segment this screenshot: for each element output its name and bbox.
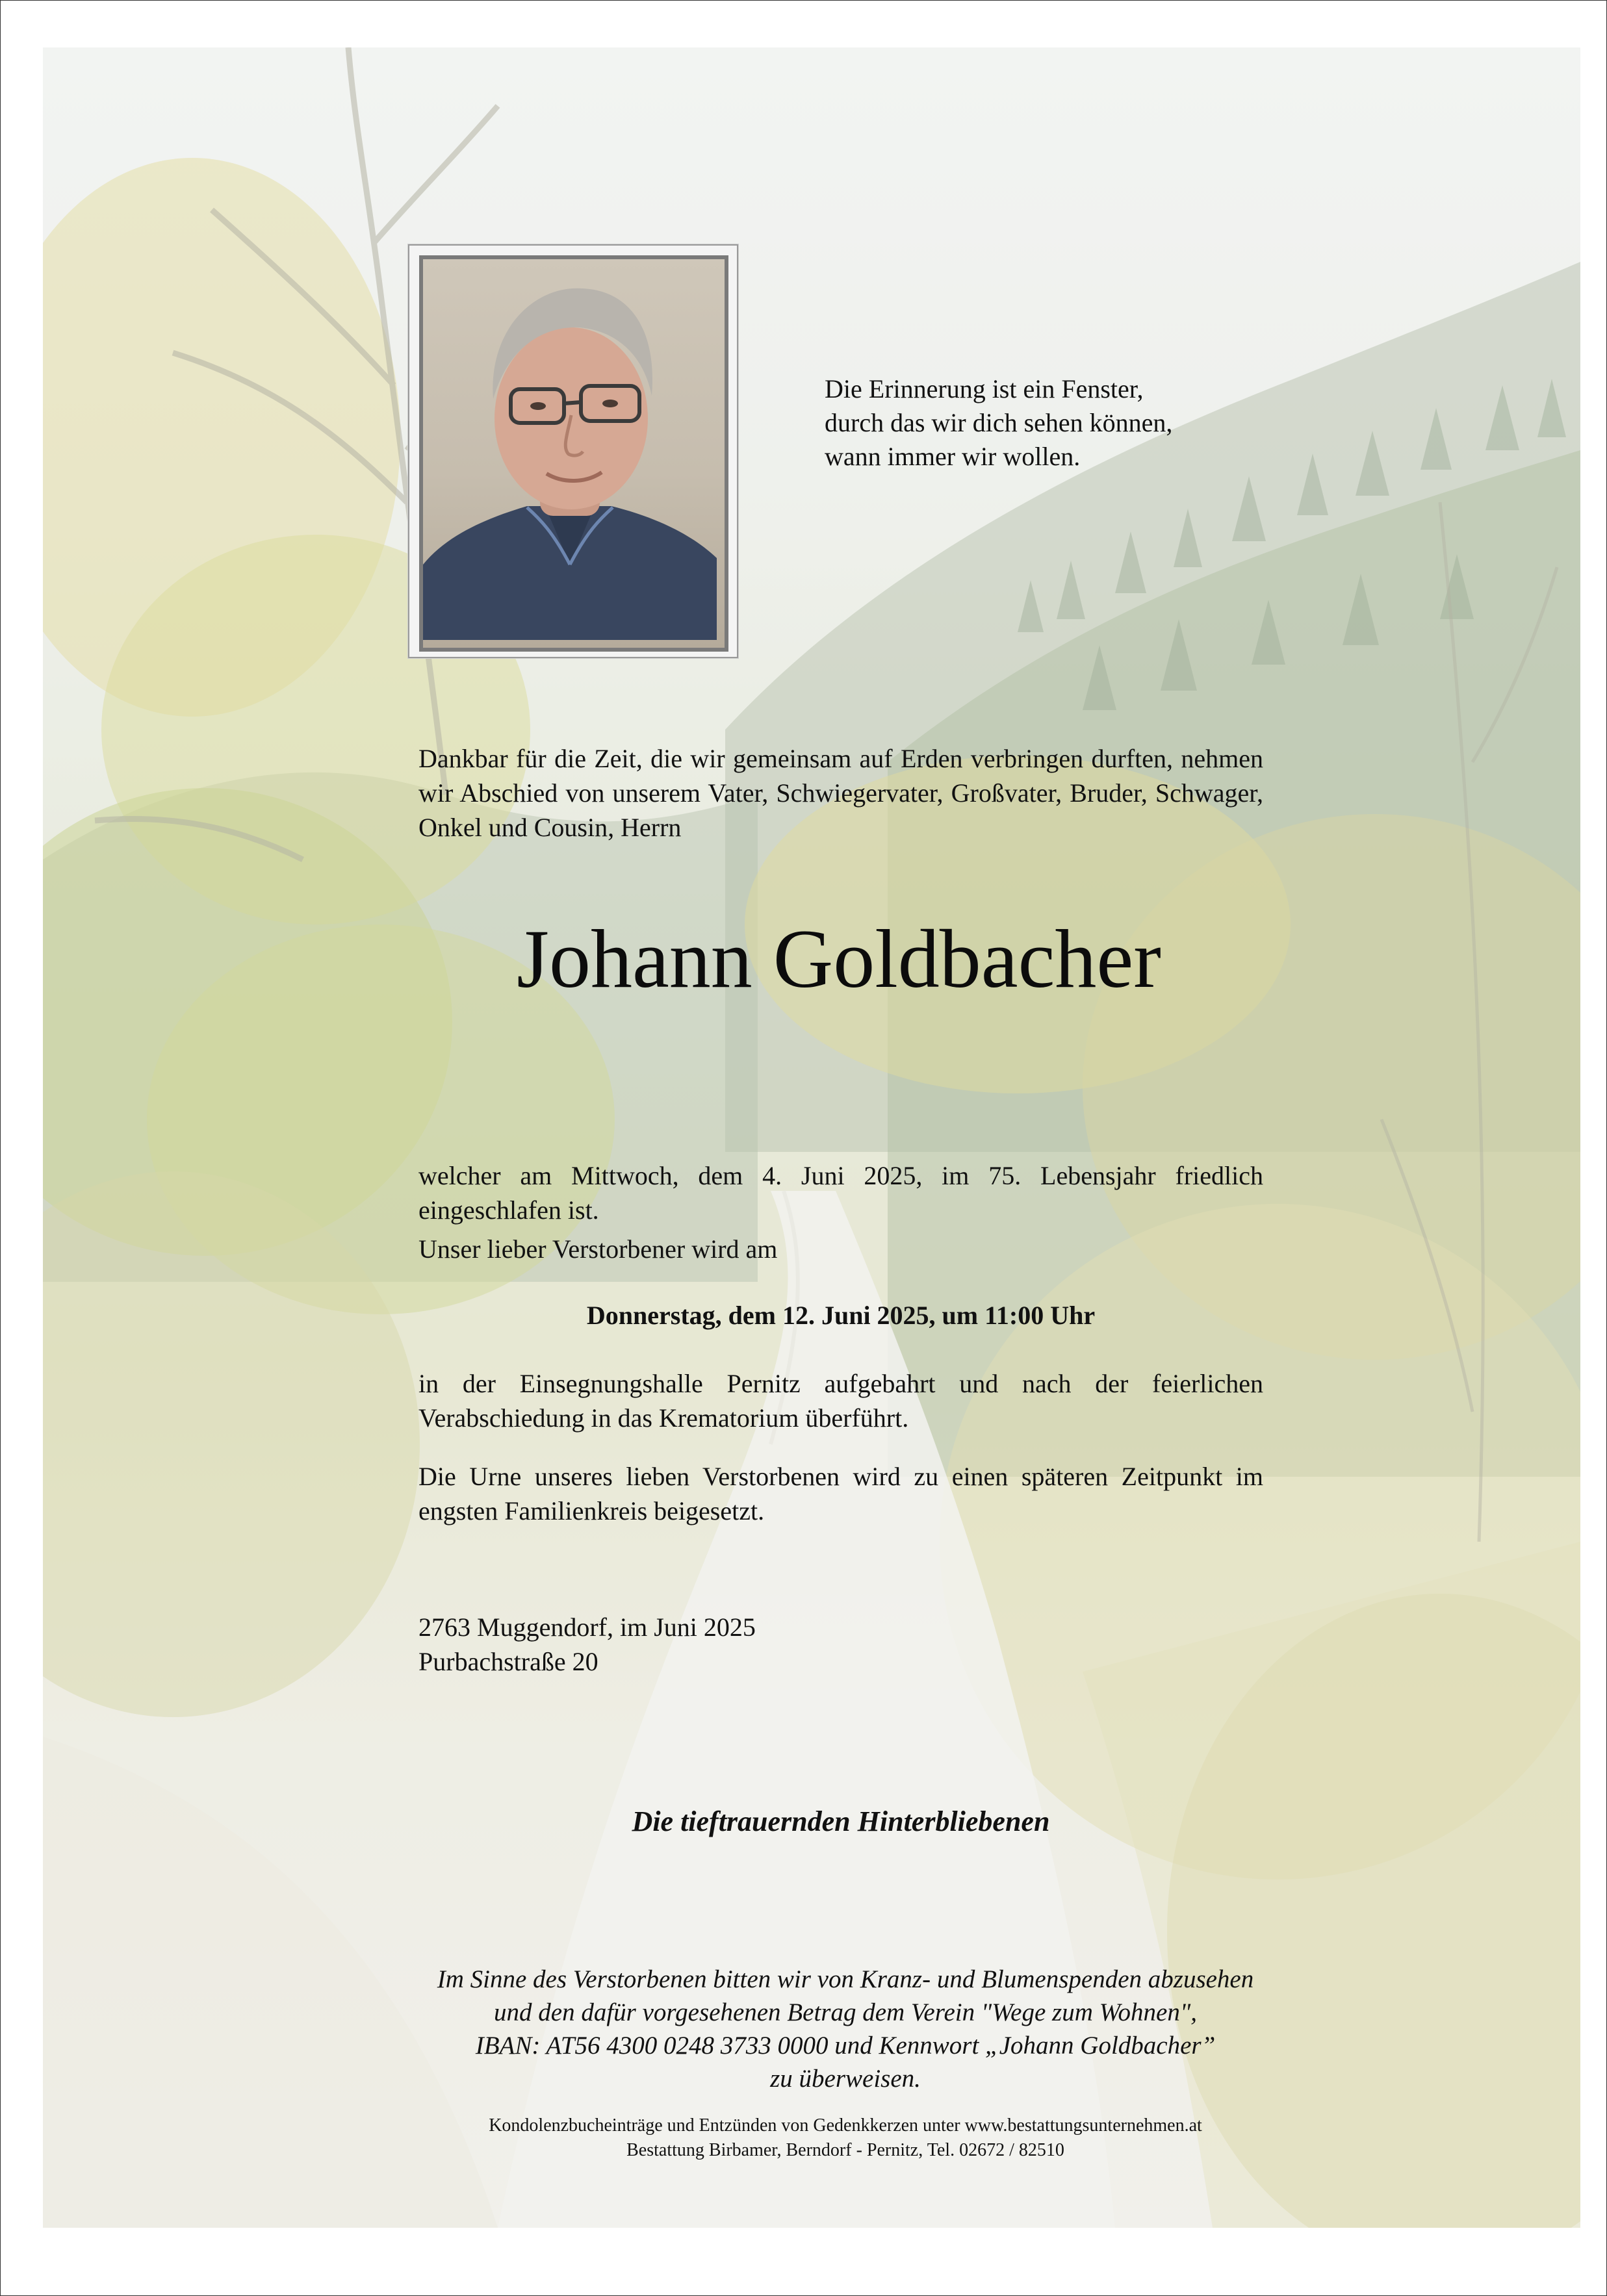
address-line-place-date: 2763 Muggendorf, im Juni 2025	[418, 1613, 756, 1642]
background-landscape	[43, 47, 1580, 2228]
donation-line: IBAN: AT56 4300 0248 3733 0000 und Kennwort „Johann Goldbacher”	[475, 2032, 1216, 2060]
donation-line: zu überweisen.	[770, 2065, 921, 2093]
address-line-street: Purbachstraße 20	[418, 1647, 598, 1676]
announcement-line: Unser lieber Verstorbener wird am	[418, 1234, 778, 1264]
portrait-photo	[419, 255, 728, 652]
footer-condolence-line: Kondolenzbucheinträge und Entzünden von Gedenkkerzen unter www.bestattungsunternehmen.at	[489, 2115, 1202, 2136]
address-block	[418, 1610, 1003, 1679]
ceremony-place-paragraph: in der Einsegnungshalle Pernitz aufgebahrt und nach der feierlichen Verabschiedung in das Krematorium überführt.	[418, 1369, 1263, 1433]
footer-undertaker-line: Bestattung Birbamer, Berndorf - Pernitz, Tel. 02672 / 82510	[626, 2140, 1064, 2160]
memorial-quote	[825, 372, 1279, 474]
donation-line: und den dafür vorgesehenen Betrag dem Verein "Wege zum Wohnen",	[494, 1998, 1197, 2026]
portrait-frame	[408, 244, 738, 658]
donation-request	[339, 1963, 1352, 2095]
quote-line: durch das wir dich sehen können,	[825, 408, 1173, 437]
quote-line: Die Erinnerung ist ein Fenster,	[825, 374, 1144, 403]
donation-line: Im Sinne des Verstorbenen bitten wir von Kranz- und Blumenspenden abzusehen	[437, 1965, 1254, 1993]
ceremony-datetime: Donnerstag, dem 12. Juni 2025, um 11:00 Uhr	[586, 1301, 1096, 1330]
mourners-signature: Die tieftrauernden Hinterbliebenen	[632, 1805, 1050, 1837]
death-paragraph: welcher am Mittwoch, dem 4. Juni 2025, im 75. Lebensjahr friedlich eingeschlafen ist.	[418, 1161, 1263, 1225]
quote-line: wann immer wir wollen.	[825, 442, 1081, 471]
portrait-illustration	[423, 259, 717, 640]
footer-info	[339, 2113, 1352, 2163]
landscape-illustration	[43, 47, 1580, 2228]
intro-paragraph: Dankbar für die Zeit, die wir gemeinsam auf Erden verbringen durften, nehmen wir Abschied von unserem Vater, Schwiegervater, Großvater, Bruder, Schwager, Onkel und Cousin, Herrn	[418, 744, 1263, 842]
deceased-name: Johann Goldbacher	[517, 913, 1161, 1005]
urn-paragraph: Die Urne unseres lieben Verstorbenen wird zu einen späteren Zeitpunkt im engsten Familienkreis beigesetzt.	[418, 1462, 1263, 1525]
